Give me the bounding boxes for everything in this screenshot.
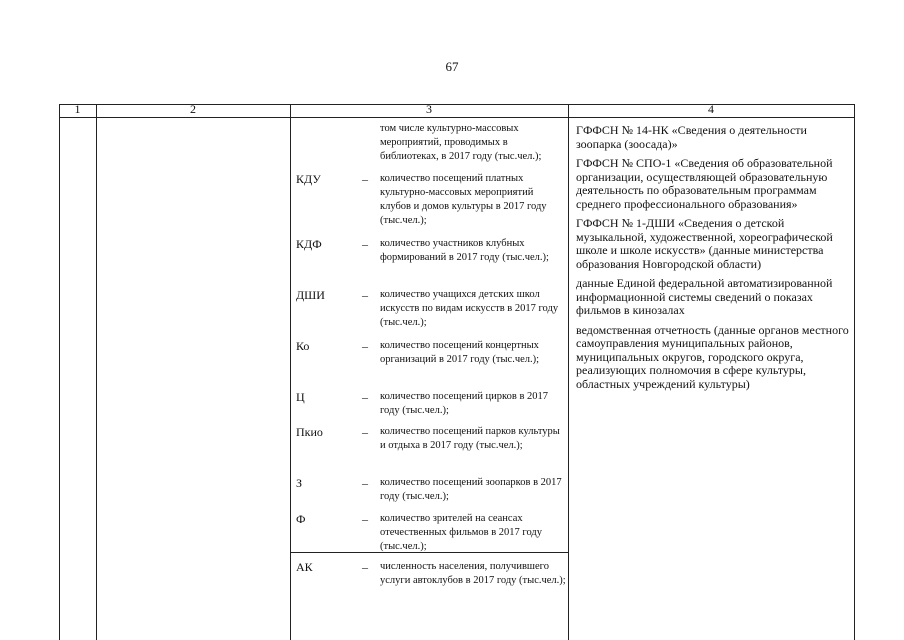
source-item: ведомственная отчетность (данные органов местного самоуправления муниципальных районов, муниципальных округов, городского округа, реализующих полномочия в сфере культуры, областных учреждений культуры) xyxy=(576,322,849,391)
indicator-dash: – xyxy=(362,339,368,353)
indicator-abbr: Пкио xyxy=(296,425,323,439)
indicator-desc: численность населения, получившего услуги автоклубов в 2017 году (тыс.чел.); xyxy=(380,561,566,586)
indicator-desc: количество посещений парков культуры и отдыха в 2017 году (тыс.чел.); xyxy=(380,426,560,451)
indicator-desc: количество посещений концертных организаций в 2017 году (тыс.чел.); xyxy=(380,340,540,365)
indicator-abbr: ДШИ xyxy=(296,288,325,302)
indicator-dash: – xyxy=(362,390,368,404)
data-sources-column xyxy=(576,124,854,397)
indicator-dash: – xyxy=(362,425,368,439)
indicator-desc: количество участников клубных формирований в 2017 году (тыс.чел.); xyxy=(380,238,549,263)
indicator-abbr: КДФ xyxy=(296,237,322,251)
column-number-4: 4 xyxy=(708,102,714,116)
column-number-1: 1 xyxy=(74,102,81,116)
indicator-abbr: КДУ xyxy=(296,172,321,186)
source-item: ГФФСН № 1-ДШИ «Сведения о детской музыкальной, художественной, хореографической школе и школе искусств» (данные министерства образования Новгородской области) xyxy=(576,216,833,271)
indicator-dash: – xyxy=(362,288,368,302)
column-number-3: 3 xyxy=(426,102,432,116)
indicator-dash: – xyxy=(362,476,368,490)
column-number-2: 2 xyxy=(190,102,196,116)
indicator-desc: количество посещений платных культурно-массовых мероприятий клубов и домов культуры в 2017 году (тыс.чел.); xyxy=(380,173,547,226)
indicator-abbr: Ц xyxy=(296,390,305,404)
indicator-dash: – xyxy=(362,172,368,186)
source-item: ГФФСН № 14-НК «Сведения о деятельности зоопарка (зоосада)» xyxy=(576,123,807,151)
indicator-dash: – xyxy=(362,560,368,574)
page-number: 67 xyxy=(445,59,459,74)
indicator-abbr: АК xyxy=(296,560,313,574)
indicator-desc: количество учащихся детских школ искусств по видам искусств в 2017 году (тыс.чел.); xyxy=(380,289,559,328)
indicator-dash: – xyxy=(362,512,368,526)
indicator-desc: количество зрителей на сеансах отечественных фильмов в 2017 году (тыс.чел.); xyxy=(380,513,542,552)
source-item: ГФФСН № СПО-1 «Сведения об образовательной организации, осуществляющей образовательную деятельность по образовательным программам среднего профессионального образования» xyxy=(576,156,833,211)
indicator-abbr: З xyxy=(296,476,303,490)
source-item: данные Единой федеральной автоматизированной информационной системы сведений о показах фильмов в кинозалах xyxy=(576,276,833,317)
indicator-desc: количество посещений зоопарков в 2017 году (тыс.чел.); xyxy=(380,477,562,502)
indicator-abbr: Ко xyxy=(296,339,310,353)
indicator-dash: – xyxy=(362,237,368,251)
indicator-desc: количество посещений цирков в 2017 году (тыс.чел.); xyxy=(380,391,549,416)
col3-continuation-text: том числе культурно-массовых мероприятий, проводимых в библиотеках, в 2017 году (тыс.чел.); xyxy=(380,123,542,162)
indicator-abbr: Ф xyxy=(296,512,306,526)
